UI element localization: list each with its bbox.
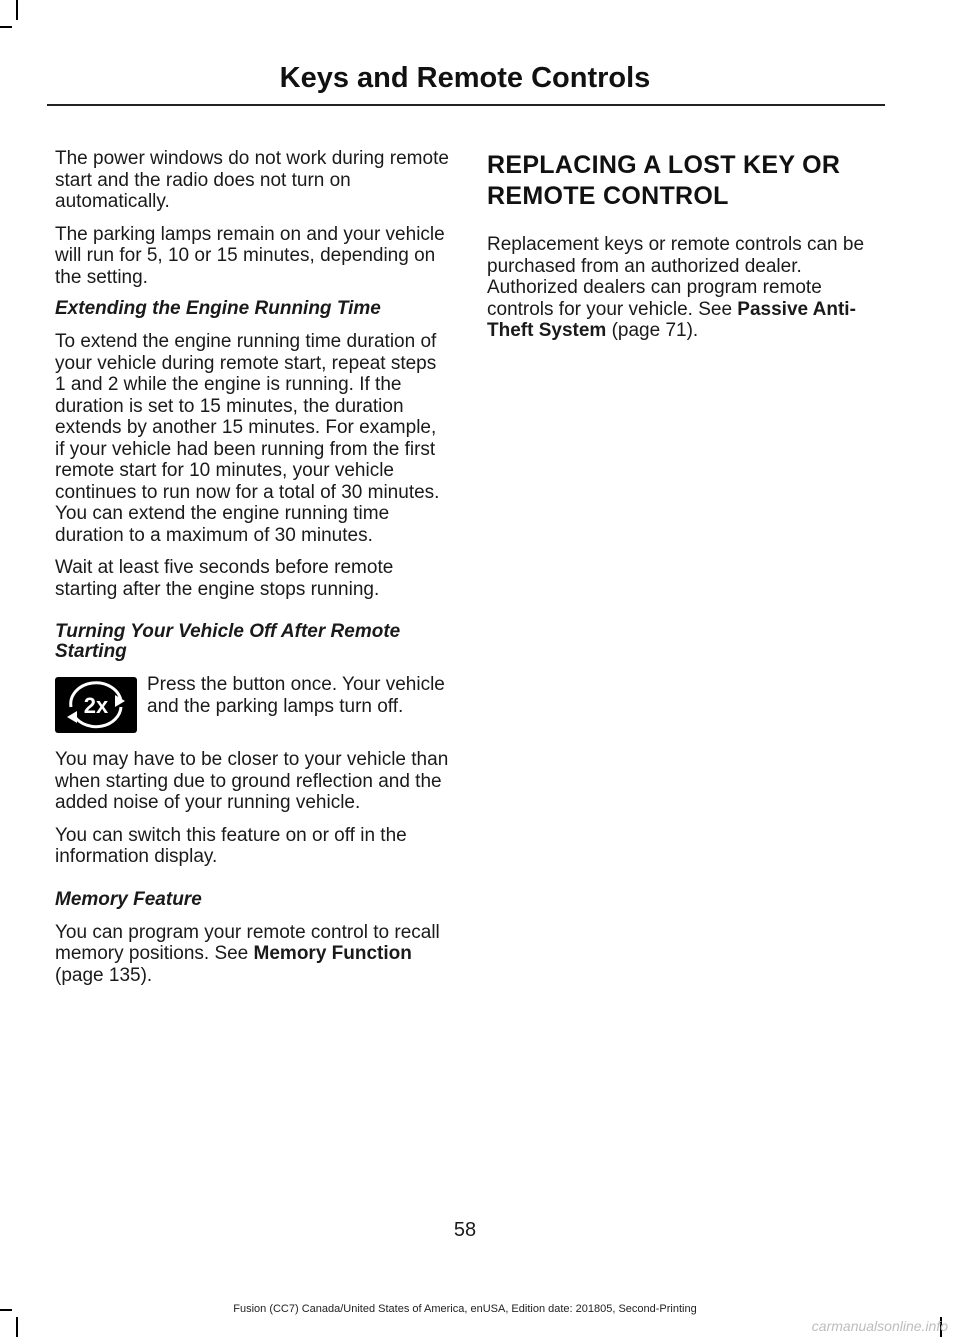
watermark: carmanualsonline.info (811, 1318, 948, 1334)
paragraph-memory (55, 922, 450, 987)
heading-memory-feature: Memory Feature (55, 888, 202, 910)
memory-page-ref: (page 135). (55, 964, 153, 986)
memory-function-link[interactable]: Memory Function (253, 943, 412, 964)
crop-mark-top-left-h (0, 26, 12, 28)
paragraph-switch: You can switch this feature on or off in the information display. (55, 824, 407, 867)
replacement-text: Replacement keys or remote controls can be purchased from an authorized dealer. Authorized dealers can program remote controls for your vehicle. See (487, 234, 865, 320)
remote-start-2x-icon (55, 677, 137, 733)
right-column (487, 148, 887, 353)
heading-line-2: REMOTE CONTROL (487, 182, 729, 210)
icon-instruction-row (55, 674, 450, 738)
paragraph-replacement (487, 234, 887, 342)
crop-mark-top-left (16, 0, 18, 20)
paragraph-wait: Wait at least five seconds before remote starting after the engine stops running. (55, 557, 394, 600)
page-number: 58 (453, 1219, 477, 1241)
icon-label: 2x (83, 693, 109, 718)
paragraph-press-button: Press the button once. Your vehicle and the parking lamps turn off. (147, 674, 445, 717)
paragraph-closer: You may have to be closer to your vehicle than when starting due to ground reflection and the added noise of your running vehicle. (55, 749, 449, 813)
paragraph-parking-lamps: The parking lamps remain on and your vehicle will run for 5, 10 or 15 minutes, depending on the setting. (55, 223, 445, 288)
heading-turning-off: Turning Your Vehicle Off After Remote Starting (55, 621, 401, 662)
crop-mark-bottom-left (16, 1317, 18, 1337)
passive-anti-theft-link[interactable]: Passive Anti-Theft System (487, 298, 856, 341)
replacement-page-ref: (page 71). (606, 320, 699, 341)
heading-line-1: REPLACING A LOST KEY OR (487, 151, 841, 179)
remote-start-2x-glyph (55, 677, 137, 733)
page-header-title: Keys and Remote Controls (279, 62, 651, 94)
memory-text: You can program your remote control to recall memory positions. See (55, 921, 440, 964)
heading-extending-running-time: Extending the Engine Running Time (55, 298, 381, 319)
paragraph-power-windows: The power windows do not work during remote start and the radio does not turn on automatically. (55, 148, 449, 212)
paragraph-extending-running-time: To extend the engine running time duration of your vehicle during remote start, repeat steps 1 and 2 while the engine is running. If the duration is set to 15 minutes, the duration extends by another 15 minutes. For example, if your vehicle had been running from the first remote start for 10 minutes, your vehicle continues to run now for a total of 30 minutes. You can extend the engine running time duration to a maximum of 30 minutes. (55, 331, 440, 546)
left-column (55, 148, 450, 997)
footer-edition: Fusion (CC7) Canada/United States of America, enUSA, Edition date: 201805, Second-Printing (233, 1303, 697, 1315)
header-divider (47, 104, 885, 106)
section-heading-replacing-key (487, 150, 887, 212)
